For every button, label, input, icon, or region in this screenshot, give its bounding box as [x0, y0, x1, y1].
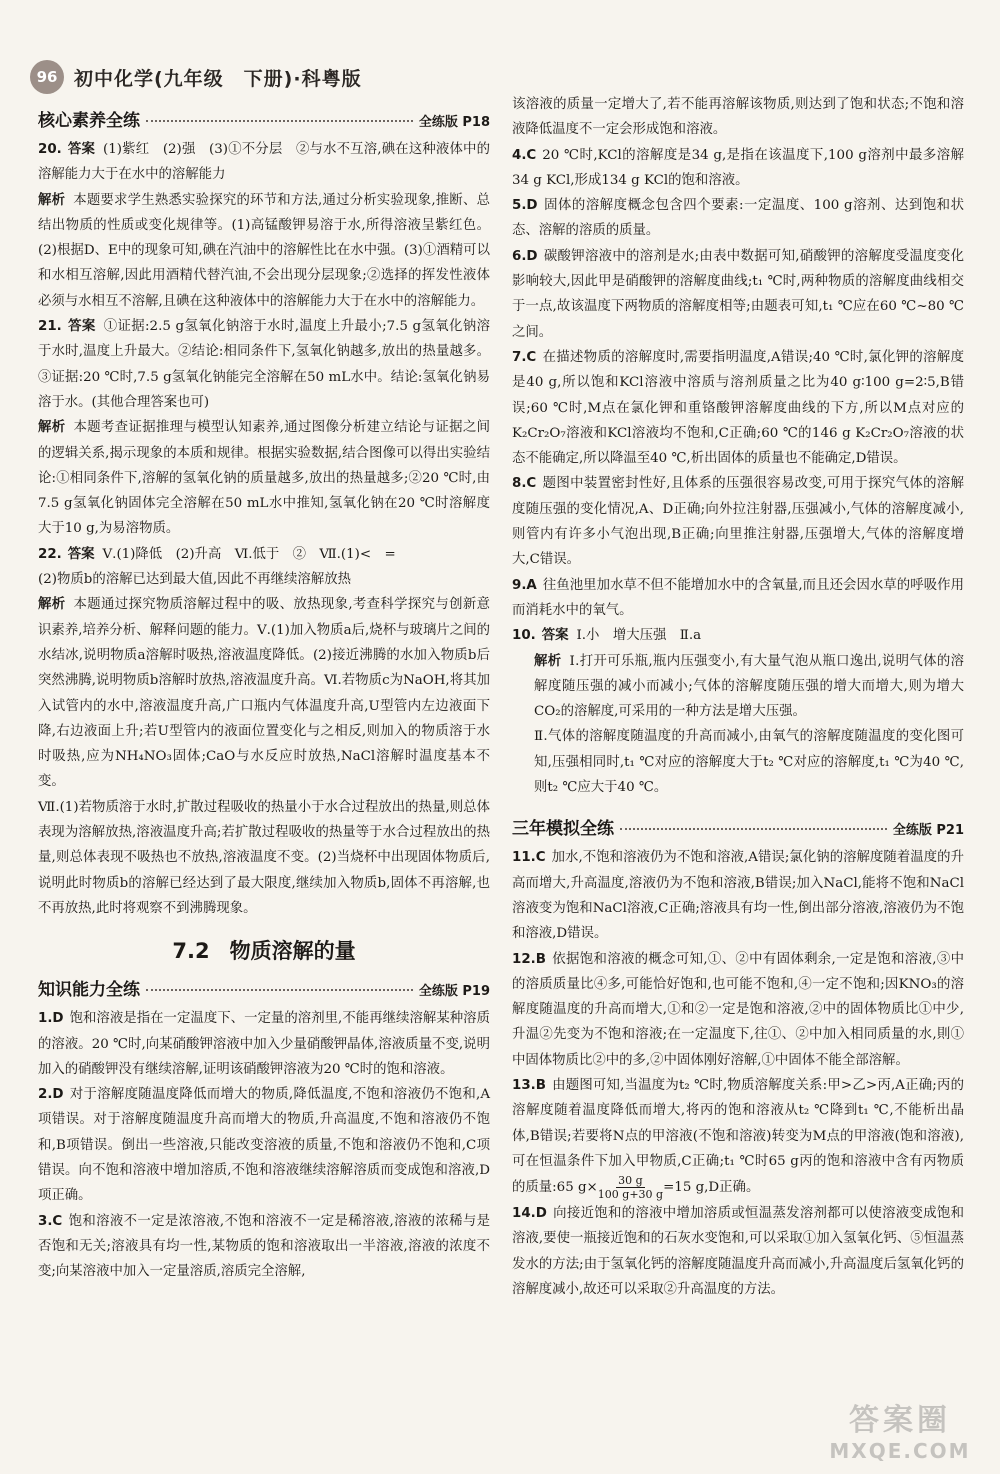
chapter-number: 7.2: [172, 939, 210, 964]
analysis-22: [38, 592, 490, 794]
section-title: 核心素养全练: [38, 111, 140, 131]
analysis-text: 本题通过探究物质溶解过程中的吸、放热现象,考查科学探究与创新意识素养,培养分析、解释问题的能力。Ⅴ.(1)加入物质a后,烧杯与玻璃片之间的水结冰,说明物质a溶解时吸热,溶液温度降低。(2)接近沸腾的水加入物质b后突然沸腾,说明物质b溶解时放热,溶液温度升高。Ⅵ.若物质c为NaOH,将其加入试管内的水中,溶液温度升高,广口瓶内气体温度升高,U型管内左边液面下降,右边液面上升;若U型管内的液面位置变化与之相反,则加入的物质溶于水时吸热,应为NH₄NO₃固体;CaO与水反应时放热,NaCl溶解时温度基本不变。: [38, 597, 490, 790]
question-13: [512, 1073, 964, 1201]
question-12: [512, 947, 964, 1073]
chapter-title: 物质溶解的量: [229, 939, 356, 964]
question-21: [38, 314, 490, 415]
answer-text: ①证据:2.5 g氢氧化钠溶于水时,温度上升最小;7.5 g氢氧化钠溶于水时,温度上升最大。②结论:相同条件下,氢氧化钠越多,放出的热量越多。③证据:20 ℃时,7.5 g氢氧化钠能完全溶解在50 mL水中。结论:氢氧化钠易溶于水。(其他合理答案也可): [38, 319, 491, 410]
question-10: [512, 623, 964, 648]
answer-text: Ⅰ.小 增大压强 Ⅱ.a: [576, 628, 702, 644]
question-text: 由题图可知,当温度为t₂ ℃时,物质溶解度关系:甲>乙>丙,A正确;丙的溶解度随着温度降低而增大,将丙的饱和溶液从t₂ ℃降到t₁ ℃,不能析出晶体,B错误;若要将N点的甲溶液(不饱和溶液)转变为M点的甲溶液(饱和溶液),可在恒温条件下加入甲物质,C正确;t₁ ℃时65 g丙的饱和溶液中含有丙物质的质量:65 g×: [512, 1077, 964, 1196]
watermark-url: MXQE.COM: [829, 1439, 971, 1463]
question-number: 7.C: [512, 349, 537, 365]
question-8: [512, 471, 964, 572]
question-number: 13.B: [512, 1077, 546, 1093]
section-heading: [512, 814, 964, 839]
question-number: 20.: [38, 142, 62, 157]
question-text: 往鱼池里加水草不但不能增加水中的含氧量,而且还会因水草的呼吸作用而消耗水中的氧气。: [512, 577, 964, 618]
book-title: 初中化学(九年级 下册)·科粤版: [74, 67, 362, 90]
question-text: 加水,不饱和溶液仍为不饱和溶液,A错误;氯化钠的溶解度随着温度的升高而增大,升高温度,溶液仍为不饱和溶液,B错误;加入NaCl,能将不饱和NaCl溶液变为饱和NaCl溶液,C正确;溶液具有均一性,倒出部分溶液,溶液仍为不饱和溶液,D错误。: [512, 850, 964, 942]
question-number: 9.A: [512, 577, 537, 593]
question-1: [38, 1006, 490, 1082]
question-number: 8.C: [512, 476, 537, 492]
question-6: [512, 244, 964, 345]
question-text: 20 ℃时,KCl的溶解度是34 g,是指在该温度下,100 g溶剂中最多溶解34 g KCl,形成134 g KCl的饱和溶液。: [512, 147, 964, 188]
section-ref: 全练版 P21: [892, 823, 964, 839]
question-3-continued: 该溶液的质量一定增大了,若不能再溶解该物质,则达到了饱和状态;不饱和溶液降低温度不一定会形成饱和溶液。: [512, 97, 964, 138]
question-text: 饱和溶液不一定是浓溶液,不饱和溶液不一定是稀溶液,溶液的浓稀与是否饱和无关;溶液具有均一性,某物质的饱和溶液取出一半溶液,溶液的浓度不变;向某溶液中加入一定量溶质,溶质完全溶解,: [38, 1213, 490, 1280]
question-text-tail: =15 g,D正确。: [663, 1180, 760, 1196]
question-2: [38, 1082, 490, 1208]
answer-label: 答案: [67, 319, 96, 335]
watermark-seal: 答案圈: [849, 1403, 951, 1438]
question-5: [512, 193, 964, 244]
analysis-21: [38, 415, 490, 541]
section-heading: [38, 106, 490, 131]
question-number: 3.C: [38, 1213, 63, 1229]
question-number: 2.D: [38, 1087, 64, 1103]
question-number: 6.D: [512, 248, 538, 264]
question-text: 向接近饱和的溶液中增加溶质或恒温蒸发溶剂都可以使溶液变成饱和溶液,要使一瓶接近饱和的石灰水变饱和,可以采取①加入氢氧化钙、⑤恒温蒸发水的方法;由于氢氧化钙的溶解度随温度升高而减小,升高温度后氢氧化钙的溶解度减小,故还可以采取②升高温度的方法。: [512, 1206, 964, 1298]
analysis-text: 本题要求学生熟悉实验探究的环节和方法,通过分析实验现象,推断、总结出物质的性质或变化规律等。(1)高锰酸钾易溶于水,所得溶液呈紫红色。(2)根据D、E中的现象可知,碘在汽油中的溶解性比在水中强。(3)①酒精可以和水相互溶解,因此用酒精代替汽油,不会出现分层现象;②选择的挥发性液体必须与水相互不溶解,且碘在这种液体中的溶解能力大于在水中的溶解能力。: [38, 192, 491, 309]
answer-label: 答案: [541, 628, 569, 644]
analysis-10: [512, 649, 964, 725]
question-number: 12.B: [512, 951, 546, 967]
question-number: 11.C: [512, 850, 546, 866]
page-header: [30, 60, 362, 94]
question-14: [512, 1201, 964, 1302]
fraction-formula: [598, 1174, 663, 1201]
question-22: [38, 542, 490, 567]
section-title: 知识能力全练: [38, 980, 140, 1001]
analysis-text: Ⅰ.打开可乐瓶,瓶内压强变小,有大量气泡从瓶口逸出,说明气体的溶解度随压强的减小而减小;气体的溶解度随压强的增大而增大,则为增大CO₂的溶解度,可采用的一种方法是增大压强。: [534, 653, 964, 720]
answer-label: 答案: [67, 142, 96, 157]
analysis-text: 本题考查证据推理与模型认知素养,通过图像分析建立结论与证据之间的逻辑关系,揭示现象的本质和规律。根据实验数据,结合图像可以得出实验结论:①相同条件下,溶解的氢氧化钠的质量越多,放出的热量越多;②20 ℃时,由7.5 g氢氧化钠固体完全溶解在50 mL水中推知,氢氧化钠在20 ℃时溶解度大于10 g,为易溶物质。: [38, 420, 490, 537]
fraction-numerator: 30 g: [618, 1174, 643, 1188]
question-text: 碳酸钾溶液中的溶剂是水;由表中数据可知,硝酸钾的溶解度受温度变化影响较大,因此甲是硝酸钾的溶解度曲线;t₁ ℃时,两种物质的溶解度曲线相交于一点,故该温度下两物质的溶解度相等;由题表可知,t₁ ℃应在60 ℃~80 ℃之间。: [512, 248, 964, 340]
analysis-label: 解析: [38, 420, 66, 436]
page-number-badge: 96: [30, 60, 64, 94]
question-number: 22.: [38, 546, 62, 562]
question-number: 21.: [38, 319, 62, 335]
dotted-leader: [146, 120, 413, 122]
question-7: [512, 345, 964, 471]
question-number: 14.D: [512, 1206, 547, 1222]
chapter-heading: [38, 935, 490, 965]
analysis-10-part2: Ⅱ.气体的溶解度随温度的升高而减小,由氧气的溶解度随温度的变化图可知,压强相同时,t₁ ℃对应的溶解度大于t₂ ℃对应的溶解度,t₁ ℃为40 ℃,则t₂ ℃应大于40 ℃。: [534, 729, 964, 796]
section-ref: 全练版 P18: [418, 115, 490, 130]
section-heading: [38, 975, 490, 1000]
question-text: 在描述物质的溶解度时,需要指明温度,A错误;40 ℃时,氯化钾的溶解度是40 g,所以饱和KCl溶液中溶质与溶剂质量之比为40 g∶100 g=2∶5,B错误;60 ℃时,M点在氯化钾和重铬酸钾溶解度曲线的下方,所以M点对应的K₂Cr₂O₇溶液和KCl溶液均不饱和,C正确;60 ℃的146 g K₂Cr₂O₇溶液的状态不能确定,所以降温至40 ℃,析出固体的质量也不能确定,D错误。: [512, 349, 964, 467]
fraction-denominator: 100 g+30 g: [597, 1188, 664, 1202]
watermark-logo: [820, 1394, 980, 1464]
analysis-label: 解析: [534, 653, 562, 669]
question-text: 依据饱和溶液的概念可知,①、②中有固体剩余,一定是饱和溶液,③中的溶质质量比④多,可能恰好饱和,也可能不饱和,④一定不饱和;因KNO₃的溶解度随温度的升高而增大,①和②一定是饱和溶液,②中的固体物质比①中少,升温②先变为不饱和溶液;在一定温度下,往①、②中加入相同质量的水,則①中固体物质比②中的多,②中固体刚好溶解,①中固体不能全部溶解。: [512, 951, 964, 1068]
question-4: [512, 143, 964, 194]
question-20: [38, 137, 490, 188]
analysis-22-part2: Ⅶ.(1)若物质溶于水时,扩散过程吸收的热量小于水合过程放出的热量,则总体表现为溶解放热,溶液温度升高;若扩散过程吸收的热量等于水合过程放出的热量,则总体表现不吸热也不放热,溶液温度不变。(2)当烧杯中出现固体物质后,说明此时物质b的溶解已经达到了最大限度,继续加入物质b,固体不再溶解,也不再放热,此时将观察不到沸腾现象。: [38, 799, 490, 916]
answer-label: 答案: [67, 546, 95, 562]
answer-text: Ⅴ.(1)降低 (2)升高 Ⅵ.低于 ② Ⅶ.(1)< =: [102, 546, 396, 562]
section-ref: 全练版 P19: [418, 984, 490, 1000]
left-column: [38, 104, 490, 1284]
question-number: 10.: [512, 628, 536, 644]
analysis-label: 解析: [38, 597, 66, 613]
question-3: [38, 1209, 490, 1285]
question-9: [512, 573, 964, 624]
analysis-20: [38, 188, 490, 314]
question-text: 题图中装置密封性好,且体系的压强很容易改变,可用于探究气体的溶解度随压强的变化情况,A、D正确;向外拉注射器,压强减小,气体的溶解度减小,则管内有许多小气泡出现,B正确;向里推注射器,压强增大,气体的溶解度增大,C错误。: [512, 476, 964, 568]
dotted-leader: [146, 989, 413, 991]
question-11: [512, 845, 964, 946]
dotted-leader: [620, 828, 887, 830]
section-title: 三年模拟全练: [512, 819, 614, 840]
right-column: [512, 92, 964, 1302]
question-text: 对于溶解度随温度降低而增大的物质,降低温度,不饱和溶液仍不饱和,A项错误。对于溶解度随温度升高而增大的物质,升高温度,不饱和溶液仍不饱和,B项错误。倒出一些溶液,只能改变溶液的质量,不饱和溶液仍不饱和,C项错误。向不饱和溶液中增加溶质,不饱和溶液继续溶解溶质而变成饱和溶液,D项正确。: [38, 1087, 490, 1204]
analysis-label: 解析: [38, 192, 66, 208]
answer-22-part2: (2)物质b的溶解已达到最大值,因此不再继续溶解放热: [38, 572, 351, 588]
question-number: 4.C: [512, 147, 537, 163]
answer-text: (1)紫红 (2)强 (3)①不分层 ②与水不互溶,碘在这种液体中的溶解能力大于在水中的溶解能力: [38, 142, 490, 183]
question-text: 饱和溶液是指在一定温度下、一定量的溶剂里,不能再继续溶解某种溶质的溶液。20 ℃时,向某硝酸钾溶液中加入少量硝酸钾晶体,溶液质量不变,说明加入的硝酸钾没有继续溶解,证明该硝酸钾溶液为20 ℃时的饱和溶液。: [38, 1011, 490, 1077]
question-number: 1.D: [38, 1011, 64, 1027]
question-text: 固体的溶解度概念包含四个要素:一定温度、100 g溶剂、达到饱和状态、溶解的溶质的质量。: [512, 198, 964, 239]
question-number: 5.D: [512, 198, 538, 214]
